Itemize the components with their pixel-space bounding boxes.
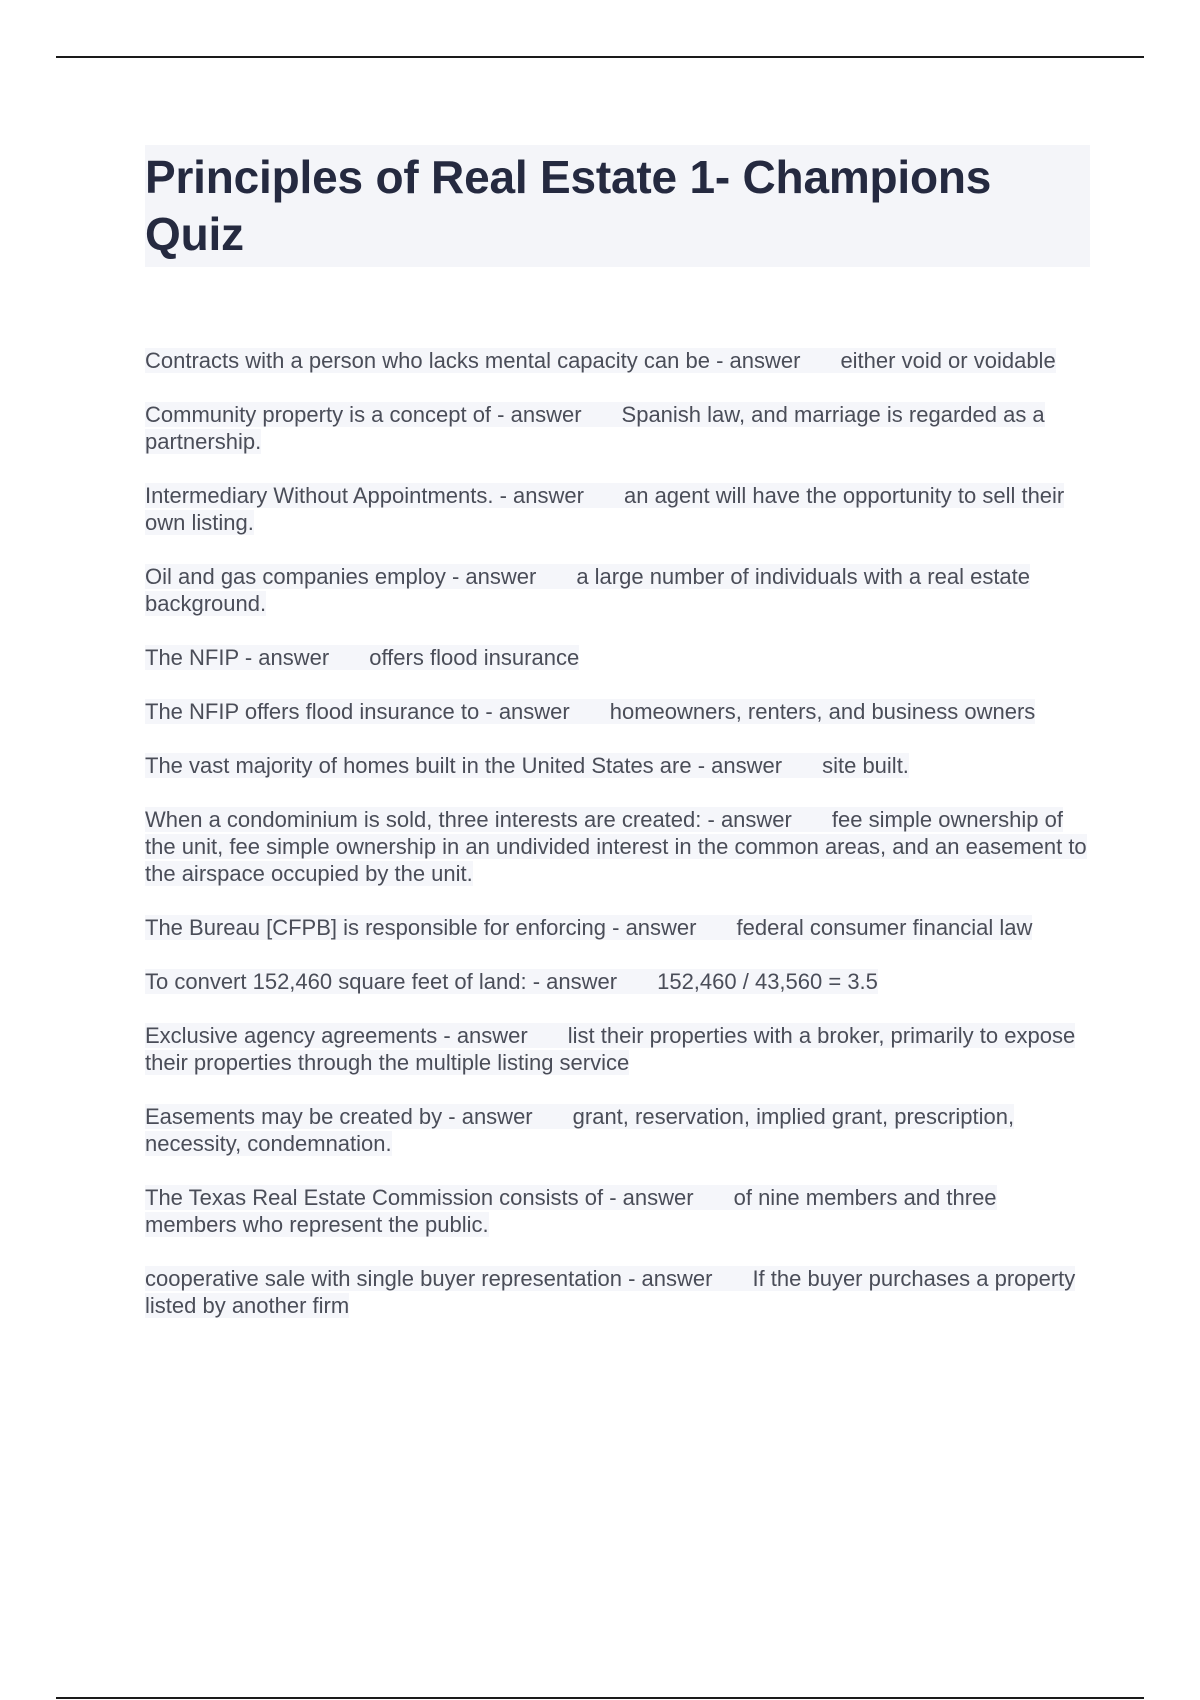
qa-answer: site built. xyxy=(822,753,909,778)
qa-answer: fee simple ownership of the unit, fee simple ownership in an undivided interest in the common areas, and an easement to the airspace occupied by the unit. xyxy=(145,807,1087,886)
qa-item xyxy=(145,347,1090,374)
qa-question: The NFIP offers flood insurance to xyxy=(145,699,480,724)
qa-question: Contracts with a person who lacks mental capacity can be xyxy=(145,348,710,373)
qa-question: The vast majority of homes built in the United States are xyxy=(145,753,692,778)
qa-answer: of nine members and three members who represent the public. xyxy=(145,1185,997,1237)
qa-question: The Bureau [CFPB] is responsible for enforcing xyxy=(145,915,607,940)
qa-question: When a condominium is sold, three interests are created: xyxy=(145,807,702,832)
qa-list xyxy=(145,347,1090,1319)
qa-answer: either void or voidable xyxy=(840,348,1056,373)
qa-question: Community property is a concept of xyxy=(145,402,492,427)
qa-item xyxy=(145,1265,1090,1319)
qa-separator: - answer xyxy=(709,348,801,373)
qa-item xyxy=(145,1022,1090,1076)
qa-item xyxy=(145,644,1090,671)
qa-separator: - answer xyxy=(238,645,330,670)
qa-separator: - answer xyxy=(701,807,792,832)
qa-item xyxy=(145,752,1090,779)
qa-item xyxy=(145,1103,1090,1157)
qa-question: The NFIP xyxy=(145,645,239,670)
qa-separator: - answer xyxy=(691,753,783,778)
qa-item xyxy=(145,698,1090,725)
qa-separator: - answer xyxy=(479,699,570,724)
document-title: Principles of Real Estate 1- Champions Quiz xyxy=(145,145,1090,267)
qa-question: To convert 152,460 square feet of land: xyxy=(145,969,527,994)
qa-separator: - answer xyxy=(526,969,618,994)
qa-answer: homeowners, renters, and business owners xyxy=(609,699,1036,724)
document-content xyxy=(145,145,1090,1346)
qa-item xyxy=(145,1184,1090,1238)
qa-answer: federal consumer financial law xyxy=(736,915,1033,940)
qa-answer: Spanish law, and marriage is regarded as a partnership. xyxy=(145,402,1045,454)
qa-answer: If the buyer purchases a property listed by another firm xyxy=(145,1266,1076,1318)
qa-answer: an agent will have the opportunity to sell their own listing. xyxy=(145,483,1065,535)
qa-question: The Texas Real Estate Commission consists of xyxy=(145,1185,604,1210)
qa-separator: - answer xyxy=(442,1104,533,1129)
qa-separator: - answer xyxy=(491,402,582,427)
top-divider xyxy=(56,56,1144,58)
qa-separator: - answer xyxy=(621,1266,713,1291)
qa-question: Easements may be created by xyxy=(145,1104,443,1129)
qa-question: Intermediary Without Appointments. xyxy=(145,483,494,508)
qa-item xyxy=(145,401,1090,455)
qa-question: Oil and gas companies employ xyxy=(145,564,446,589)
qa-answer: 152,460 / 43,560 = 3.5 xyxy=(657,969,878,994)
qa-question: Exclusive agency agreements xyxy=(145,1023,438,1048)
qa-item xyxy=(145,914,1090,941)
bottom-divider xyxy=(56,1697,1144,1699)
qa-answer: offers flood insurance xyxy=(369,645,580,670)
qa-question: cooperative sale with single buyer representation xyxy=(145,1266,622,1291)
qa-answer: grant, reservation, implied grant, prescription, necessity, condemnation. xyxy=(145,1104,1015,1156)
qa-separator: - answer xyxy=(606,915,697,940)
qa-separator: - answer xyxy=(437,1023,528,1048)
qa-answer: a large number of individuals with a real estate background. xyxy=(145,564,1031,616)
qa-item xyxy=(145,563,1090,617)
qa-item xyxy=(145,968,1090,995)
qa-item xyxy=(145,806,1090,887)
qa-separator: - answer xyxy=(603,1185,694,1210)
qa-separator: - answer xyxy=(445,564,537,589)
qa-item xyxy=(145,482,1090,536)
qa-answer: list their properties with a broker, primarily to expose their properties through the multiple listing service xyxy=(145,1023,1076,1075)
qa-separator: - answer xyxy=(493,483,584,508)
